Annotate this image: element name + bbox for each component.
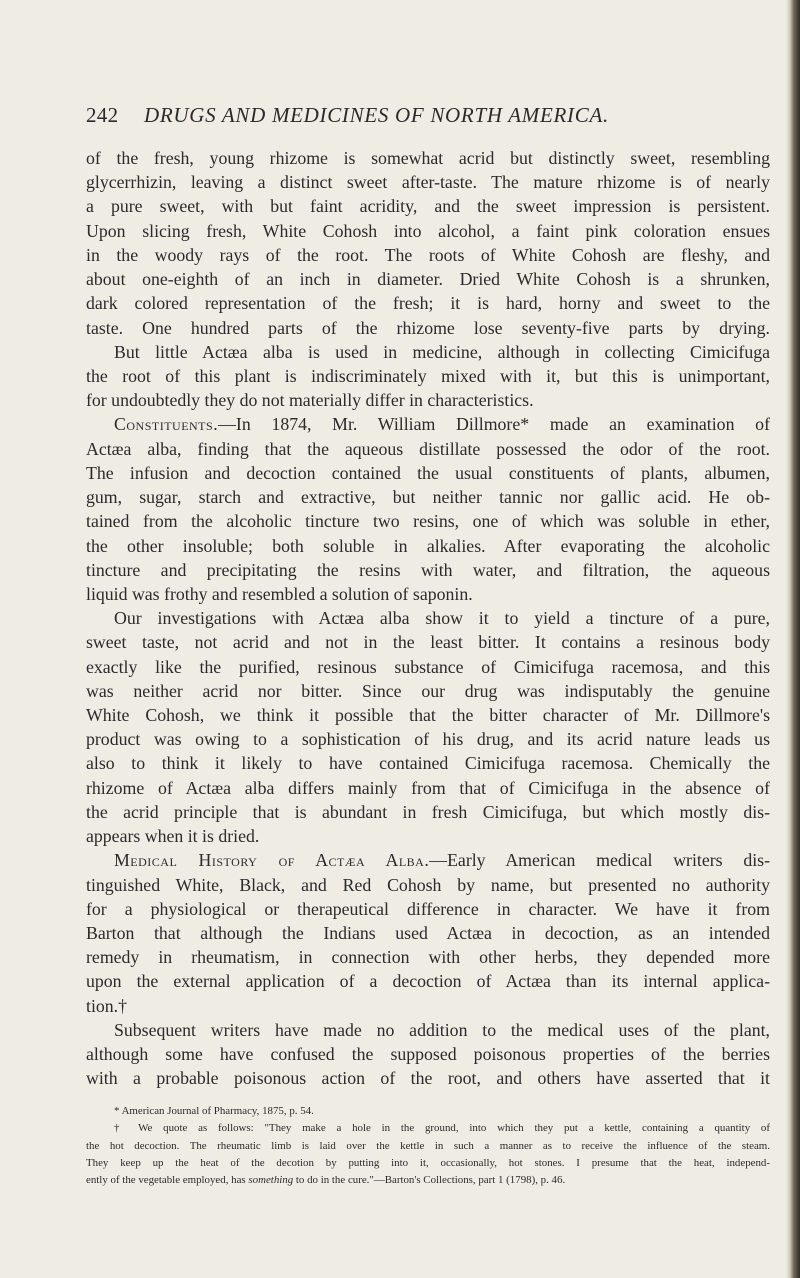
page-header bbox=[86, 103, 770, 133]
text-line: although some have confused the supposed poisonous properties of the berries bbox=[86, 1044, 770, 1065]
text-line: appears when it is dried. bbox=[86, 826, 260, 847]
text-line: Our investigations with Actæa alba show it to yield a tincture of a pure, bbox=[114, 608, 770, 629]
text-line: a pure sweet, with but faint acridity, and the sweet impression is persistent. bbox=[86, 196, 770, 217]
text-line: was neither acrid nor bitter. Since our drug was indisputably the genuine bbox=[86, 680, 770, 701]
footnote-line: † We quote as follows: "They make a hole in the ground, into which they put a kettle, containing a quantity of bbox=[114, 1122, 770, 1135]
text-line: Subsequent writers have made no addition to the medical uses of the plant, bbox=[114, 1019, 770, 1040]
text-line: tinguished White, Black, and Red Cohosh by name, but presented no authority bbox=[86, 874, 770, 895]
text-line: The infusion and decoction contained the usual constituents of plants, albumen, bbox=[86, 462, 770, 483]
text-line: Upon slicing fresh, White Cohosh into alcohol, a faint pink coloration ensues bbox=[86, 220, 770, 241]
text-line: of the fresh, young rhizome is somewhat acrid but distinctly sweet, resembling bbox=[86, 148, 770, 168]
text-line: the acrid principle that is abundant in fresh Cimicifuga, but which mostly dis- bbox=[86, 801, 770, 822]
text-line: liquid was frothy and resembled a solution of saponin. bbox=[86, 583, 473, 604]
footnote-line: the hot decoction. The rheumatic limb is laid over the kettle in such a manner as to receive the influence of the steam. bbox=[86, 1139, 770, 1152]
text-line: dark colored representation of the fresh; it is hard, horny and sweet to the bbox=[86, 293, 770, 314]
footnote-line: ently of the vegetable employed, has something to do in the cure."—Barton's Collections, part 1 (1798), p. 46. bbox=[86, 1174, 566, 1187]
running-title: DRUGS AND MEDICINES OF NORTH AMERICA. bbox=[144, 103, 609, 127]
text-line: taste. One hundred parts of the rhizome lose seventy-five parts by drying. bbox=[86, 317, 770, 338]
section-heading: Medical History of Actæa Alba. bbox=[114, 850, 430, 871]
text-line: upon the external application of a decoction of Actæa than its internal applica- bbox=[86, 971, 770, 992]
footnote-line: * American Journal of Pharmacy, 1875, p. 54. bbox=[114, 1105, 314, 1117]
text-line: Barton that although the Indians used Actæa in decoction, as an intended bbox=[86, 923, 770, 943]
text-line: White Cohosh, we think it possible that the bitter character of Mr. Dillmore's bbox=[86, 705, 770, 726]
text-line: rhizome of Actæa alba differs mainly from that of Cimicifuga in the absence of bbox=[86, 777, 770, 798]
text-line: with a probable poisonous action of the root, and others have asserted that it bbox=[86, 1068, 770, 1089]
text-line: gum, sugar, starch and extractive, but neither tannic nor gallic acid. He ob- bbox=[86, 487, 770, 508]
text-line: for a physiological or therapeutical difference in character. We have it from bbox=[86, 898, 770, 919]
text-line: tion.† bbox=[86, 995, 127, 1016]
book-edge-shadow bbox=[786, 0, 800, 1278]
page-number: 242 bbox=[86, 103, 119, 127]
text-line: about one-eighth of an inch in diameter. Dried White Cohosh is a shrunken, bbox=[86, 269, 770, 290]
text-line: also to think it likely to have contained Cimicifuga racemosa. Chemically the bbox=[86, 753, 770, 774]
emphasis: something bbox=[248, 1174, 294, 1187]
text-line: for undoubtedly they do not materially differ in characteristics. bbox=[86, 390, 534, 411]
text-line: the root of this plant is indiscriminately mixed with it, but this is unimportant, bbox=[86, 365, 770, 386]
footnotes bbox=[86, 1103, 770, 1189]
text-line: But little Actæa alba is used in medicine, although in collecting Cimicifuga bbox=[114, 341, 770, 362]
text-line: the other insoluble; both soluble in alkalies. After evaporating the alcoholic bbox=[86, 535, 770, 556]
text-line: in the woody rays of the root. The roots of White Cohosh are fleshy, and bbox=[86, 244, 770, 265]
body-text bbox=[86, 146, 770, 1091]
text-line: remedy in rheumatism, in connection with other herbs, they depended more bbox=[86, 947, 770, 968]
footnote-line: They keep up the heat of the decotion by putting into it, occasionally, hot stones. I presume that the heat, independ- bbox=[86, 1156, 770, 1169]
text-line: sweet taste, not acrid and not in the least bitter. It contains a resinous body bbox=[86, 632, 770, 653]
text-line: exactly like the purified, resinous substance of Cimicifuga racemosa, and this bbox=[86, 656, 770, 677]
text-line: Constituents.—In 1874, Mr. William Dillmore* made an examination of bbox=[114, 414, 770, 435]
text-line: tained from the alcoholic tincture two resins, one of which was soluble in ether, bbox=[86, 511, 770, 532]
text-line: Medical History of Actæa Alba.—Early American medical writers dis- bbox=[114, 850, 770, 871]
text-line: Actæa alba, finding that the aqueous distillate possessed the odor of the root. bbox=[86, 438, 770, 459]
text-line: product was owing to a sophistication of his drug, and its acrid nature leads us bbox=[86, 729, 770, 750]
text-line: tincture and precipitating the resins with water, and filtration, the aqueous bbox=[86, 559, 770, 580]
section-heading: Constituents. bbox=[114, 414, 219, 435]
text-line: glycerrhizin, leaving a distinct sweet after-taste. The mature rhizome is of nearly bbox=[86, 172, 770, 193]
